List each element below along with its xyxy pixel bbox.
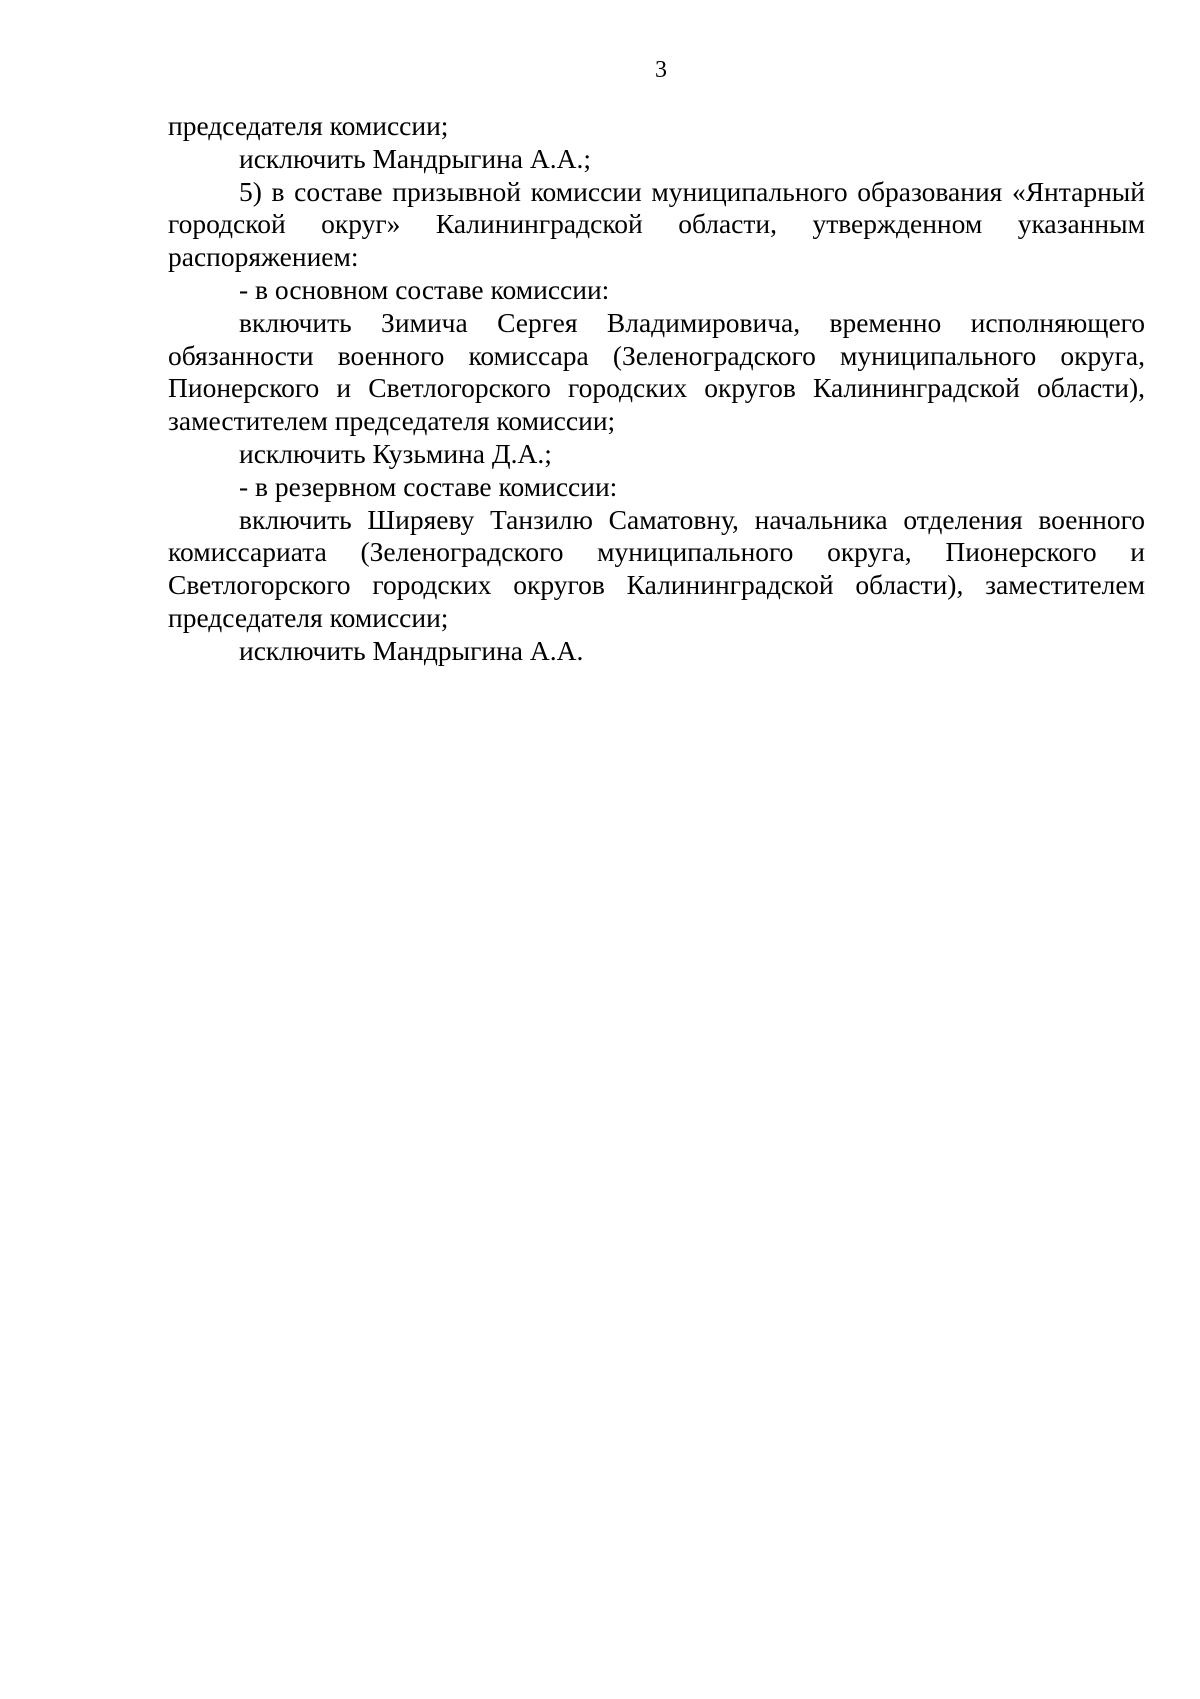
paragraph-exclude-kuzmin: исключить Кузьмина Д.А.; [239,437,552,469]
paragraph-include-shiryaeva: включить Ширяеву Танзилю Саматовну, начальника отделения военного комиссариата (Зеленоградского муниципального округа, Пионерского и Светлогорского городских округов Калининградской области), заместителем председателя комиссии; [168,503,1145,633]
paragraph-item-5: 5) в составе призывной комиссии муниципального образования «Янтарный городской округ» Калининградской области, утвержденном указанным распоряжением: [168,175,1145,273]
paragraph-include-zimich: включить Зимича Сергея Владимировича, временно исполняющего обязанности военного комиссара (Зеленоградского муниципального округа, Пионерского и Светлогорского городских округов Калининградской области), заместителем председателя комиссии; [168,306,1145,437]
page-number: 3 [655,57,667,83]
paragraph-exclude-mandrygin-2: исключить Мандрыгина А.А. [239,634,584,666]
paragraph-exclude-mandrygin-1: исключить Мандрыгина А.А.; [239,142,591,174]
document-body [168,110,1145,668]
paragraph-chairman-continuation: председателя комиссии; [168,110,449,141]
paragraph-reserve-composition: - в резервном составе комиссии: [239,470,618,502]
paragraph-main-composition: - в основном составе комиссии: [239,273,610,305]
